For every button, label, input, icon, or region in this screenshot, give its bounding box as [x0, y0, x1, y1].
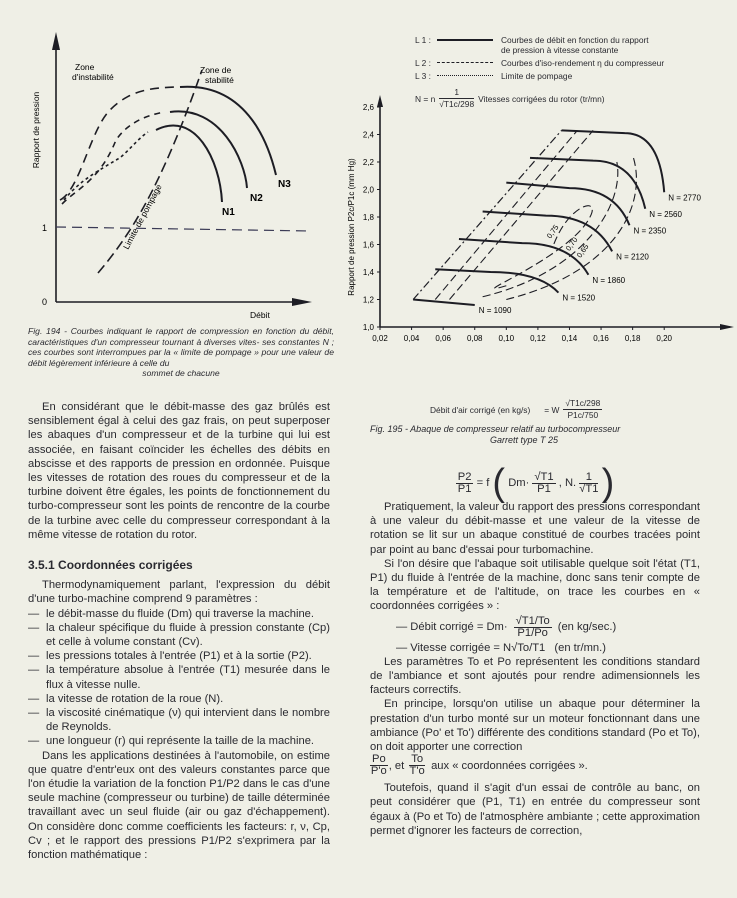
corr-den-p: P'o [370, 765, 387, 778]
legend-text: Courbes d'iso-rendement η du compresseur [501, 58, 665, 68]
corr-frac-p [370, 754, 388, 777]
fig195-x-tick-label: 0,04 [403, 334, 420, 343]
fig194-label-n1: N1 [222, 207, 235, 218]
caption-line: pompage » pour une valeur de débit légèrement inférieure à celle du [28, 347, 334, 368]
section-heading: 3.5.1 Coordonnées corrigées [28, 558, 193, 573]
formula-t-num: √T1 [534, 470, 554, 483]
parameter-item [28, 706, 330, 734]
dash-bullet: — [28, 735, 40, 748]
closing-paragraph: Dans les applications destinées à l'automobile, on estime que quatre d'entr'eux ont des valeurs constantes parce que l'on étudie la variation de la fonction P1/P2 dans le cas d'une seule machine (compresseur ou turbine) de taille déterminée travaillant avec un seul fluide (air ou gaz d'échappement). On considère donc comme coefficients les facteurs: r, ν, Cp, Cv ; et le rapport des pressions P1/P2 s'exprimera par la fonction mathématique : [28, 749, 330, 862]
formula-lhs [456, 472, 474, 495]
legend-item-l3 [415, 71, 715, 81]
fig195-y-tick-label: 2,6 [362, 103, 374, 112]
figure-195-x-formula [430, 398, 602, 421]
fig195-x-arrow [720, 324, 734, 330]
fig195-speed-line [413, 300, 475, 306]
parameter-text: les pressions totales à l'entrée (P1) et à la sortie (P2). [46, 650, 312, 663]
fig195-contour-label: 0,75 [544, 223, 561, 241]
correction-factors [370, 754, 700, 777]
fig195-speed-label: N = 2350 [633, 226, 667, 236]
corr-tail: aux « coordonnées corrigées ». [431, 759, 588, 772]
legend-text: de pression à vitesse constante [501, 45, 619, 55]
paragraph-1: Pratiquement, la valeur du rapport des pressions correspondant à une valeur du débit-masse et une valeur de la vitesse de rotation se lit sur un abaque constitué de courbes tracées point par point au banc d'essai pour turbomachine. [370, 501, 700, 556]
fig194-x-arrow [292, 298, 312, 306]
legend-item-l2 [415, 58, 715, 68]
section-intro: Thermodynamiquement parlant, l'expression du débit d'une turbo-machine comprend 9 paramètres : [28, 579, 330, 606]
fig194-curve-n1-unstable [64, 132, 148, 200]
parameter-text: le débit-masse du fluide (Dm) qui traverse la machine. [46, 607, 314, 620]
legend-text: Limite de pompage [501, 71, 573, 81]
fig195-x-tick-label: 0,18 [624, 334, 641, 343]
dash-bullet: — [28, 707, 40, 720]
fig195-y-tick-label: 1,6 [362, 240, 374, 250]
legend-key: L 3 : [415, 71, 431, 81]
fig195-y-tick-label: 1,0 [362, 323, 374, 332]
fig195-speed-label: N = 1090 [478, 306, 512, 315]
parameter-item [28, 692, 330, 706]
right-column [370, 462, 700, 838]
fig195-contour-label: 0,65 [574, 242, 591, 260]
fig195-contour-075 [495, 206, 593, 289]
dash-bullet: — [28, 607, 40, 620]
fig195-speed-label: N = 2120 [616, 252, 649, 262]
figure-195-chart [340, 95, 737, 395]
fig194-x-label: Débit [250, 310, 270, 320]
fig194-tick-1: 1 [42, 223, 48, 233]
fig194-label-n2: N2 [250, 193, 263, 204]
vitesse-unit: (en tr/mn.) [554, 641, 606, 654]
corr-num-p: Po [372, 753, 386, 766]
fig195-x-eq: = W [544, 404, 560, 415]
fig195-y-tick-label: 2,2 [362, 158, 374, 167]
fig194-y-label: Rapport de pression [31, 91, 41, 169]
paragraph-5: Toutefois, quand il s'agit d'un essai de contrôle au banc, on peut considérer que (P1, T1) en entrée du compresseur sont égaux à (Po et To) de l'atmosphère ambiante ; cette approximation permet d'ignorer les facteurs de correction, [370, 782, 700, 837]
figure-194-caption [28, 326, 334, 379]
main-formula: $\frac{P2}{P1}$ = f ( Dm· $\frac{√T1}{P1}$ , N. $\frac{1}{√T1}$ ) [457, 462, 615, 504]
debit-corrige-formula [370, 616, 700, 639]
parameter-text: une longueur (r) qui représente la taille de la machine. [46, 735, 315, 748]
dash-bullet: — [28, 621, 40, 634]
formula-sqrt-t: √T1 [579, 482, 599, 495]
debit-label: — Débit corrigé = Dm· [396, 621, 508, 634]
formula-n-left: N = n [415, 93, 436, 104]
fig195-speed-label: N = 2560 [649, 209, 682, 219]
fig195-speed-line [435, 269, 558, 292]
parameter-list [28, 607, 330, 749]
corr-num-t: To [411, 753, 424, 766]
fig195-speed-line [562, 130, 665, 192]
fig195-x-den: P1c/750 [567, 410, 599, 420]
fig195-x-tick-label: 0,10 [498, 334, 515, 343]
formula-n-frac [579, 472, 598, 495]
corr-den-t: T'o [409, 765, 425, 778]
intro-paragraph: En considérant que le débit-masse des gaz brûlés est sensiblement égal à celui des gaz frais, on peut superposer les abaques d'un compresseur et de la turbine qui lui est associée, en faisant coïncider les échelles des débits en abscisse et des rapports de pression en ordonnée. Puisque les vitesses de rotation des roues du compresseur et de la turbine doivent être égales, les points de fonctionnement du turbo-compresseur sont les points de rencontre de la courbe de la turbine avec celle du compresseur correspondant à la même vitesse de rotation du rotor. [28, 401, 330, 541]
legend-solid-line [437, 39, 493, 41]
parameter-text: la vitesse de rotation de la roue (N). [46, 692, 224, 705]
fig195-y-tick-label: 1,2 [362, 295, 374, 305]
fig195-contour-label: 0,70 [563, 235, 580, 253]
fig195-surge-line-2 [435, 130, 577, 299]
formula-lhs-den: P1 [457, 482, 472, 495]
fig194-zone-stability: Zone de stabilité [200, 65, 234, 85]
fig194-curve-n3-stable [180, 87, 276, 175]
fig195-speed-label: N = 1520 [562, 293, 596, 303]
fig195-y-tick-label: 2,4 [362, 130, 374, 140]
debit-num: √T1/To [515, 614, 550, 627]
fig195-speed-label: N = 2770 [668, 193, 701, 203]
formula-n-den: √T1c/298 [439, 99, 475, 109]
fig194-surge-line [98, 70, 202, 273]
dash-bullet: — [28, 692, 40, 705]
legend-key: L 2 : [415, 58, 431, 68]
parameter-text: la chaleur spécifique du fluide à pression constante (Cp) et celle à volume constant (Cv). [46, 621, 330, 649]
fig194-ratio-1-line [56, 227, 310, 231]
fig195-y-arrow [377, 95, 383, 107]
formula-one: 1 [579, 472, 598, 484]
legend-key: L 1 : [415, 35, 431, 45]
legend-item-l1 [415, 35, 715, 55]
fig194-tick-0: 0 [42, 297, 48, 307]
fig195-y-tick-label: 1,8 [362, 213, 374, 222]
formula-t-den: P1 [537, 482, 551, 495]
parameter-text: la température absolue à l'entrée (T1) mesurée dans le flux à vitesse nulle. [46, 664, 330, 691]
debit-fraction [514, 616, 552, 639]
paragraph-3: Les paramètres To et Po représentent les conditions standard de l'ambiance et sont ajoutés pour rendre adimensionnels les facteurs correctifs. [370, 655, 700, 697]
fig194-curve-n3-unstable [60, 87, 176, 200]
legend-dashed-line [437, 62, 493, 63]
caption-line: sommet de chacune [142, 368, 220, 379]
legend-text: Courbes de débit en fonction du rapport [501, 35, 649, 45]
fig195-x-fraction [563, 398, 602, 421]
formula-sep: , N. [558, 476, 577, 489]
figure-194-chart [20, 20, 340, 320]
fig194-zone-instability: Zone d'instabilité [72, 62, 114, 82]
caption-line: Fig. 195 - Abaque de compresseur relatif au turbocompresseur [370, 424, 621, 434]
fig194-surge-label: Limite de pompage [120, 182, 164, 251]
vitesse-corrigee-formula [370, 641, 700, 655]
vitesse-label: — Vitesse corrigée = N√To/T1 [396, 641, 546, 654]
fig195-x-tick-label: 0,08 [466, 334, 483, 343]
fig195-x-tick-label: 0,02 [372, 334, 388, 343]
fig195-x-tick-label: 0,12 [530, 334, 546, 343]
fig195-x-num: √T1c/298 [565, 398, 601, 408]
parameter-item [28, 649, 330, 663]
fig195-x-tick-label: 0,06 [435, 334, 451, 343]
formula-lhs-num: P2 [457, 470, 472, 483]
dash-bullet: — [28, 650, 40, 663]
paragraph-2: Si l'on désire que l'abaque soit utilisable quelque soit l'état (T1, P1) du fluide à l'entrée de la machine, donc sans tenir compte de la température et de l'altitude, on trace les courbes en « coordonnées corrigées » : [370, 557, 700, 613]
fig195-y-tick-label: 1,4 [362, 268, 374, 277]
fig194-label-n3: N3 [278, 179, 291, 190]
corr-frac-t [409, 754, 425, 777]
parameter-item [28, 621, 330, 649]
parameter-item [28, 607, 330, 621]
caption-line: Fig. 194 - Courbes indiquant le rapport de compression en fonction [28, 326, 296, 336]
parameter-text: la viscosité cinématique (ν) qui intervient dans le nombre de Reynolds. [46, 707, 330, 734]
fig194-curve-n2-unstable [62, 112, 164, 204]
fig195-x-tick-label: 0,16 [593, 334, 609, 343]
fig195-y-tick-label: 2,0 [362, 185, 374, 195]
fig195-x-label: Débit d'air corrigé (en kg/s) [430, 404, 531, 415]
corr-et: , et [388, 759, 405, 772]
fig195-speed-label: N = 1860 [592, 275, 626, 285]
fig195-x-tick-label: 0,20 [656, 334, 672, 343]
formula-dm: Dm· [508, 476, 530, 489]
debit-den: P1/Po [517, 626, 548, 639]
formula-t-frac [532, 472, 555, 495]
fig195-y-label: Rapport de pression P2c/P1c (mm Hg) [347, 158, 356, 296]
caption-line: ses constantes N ; ces courbes sont interrompues par la « limite de [28, 336, 334, 358]
legend-dashdot-line [437, 75, 493, 76]
formula-eq: = f [476, 476, 490, 489]
figure-195-caption [370, 424, 700, 445]
debit-unit: (en kg/sec.) [557, 621, 617, 634]
dash-bullet: — [28, 664, 40, 677]
parameter-item [28, 663, 330, 691]
formula-n-num: 1 [439, 87, 474, 99]
caption-line: Garrett type T 25 [490, 434, 559, 445]
paragraph-4: En principe, lorsqu'on utilise un abaque pour déterminer la prestation d'un turbo monté sur un moteur fonctionnant dans une ambiance (Po' et To') différente des conditions standard (Po et To), on doit apporter une correction [370, 698, 700, 754]
caption-line: du débit, caractéristiques d'un compresseur tournant à diverses vites- [28, 326, 334, 347]
parameter-item [28, 734, 330, 748]
formula-n-text: Vitesses corrigées du rotor (tr/mn) [478, 93, 605, 104]
left-column [28, 400, 330, 862]
fig194-y-arrow [52, 32, 60, 50]
fig195-x-tick-label: 0,14 [561, 334, 578, 343]
